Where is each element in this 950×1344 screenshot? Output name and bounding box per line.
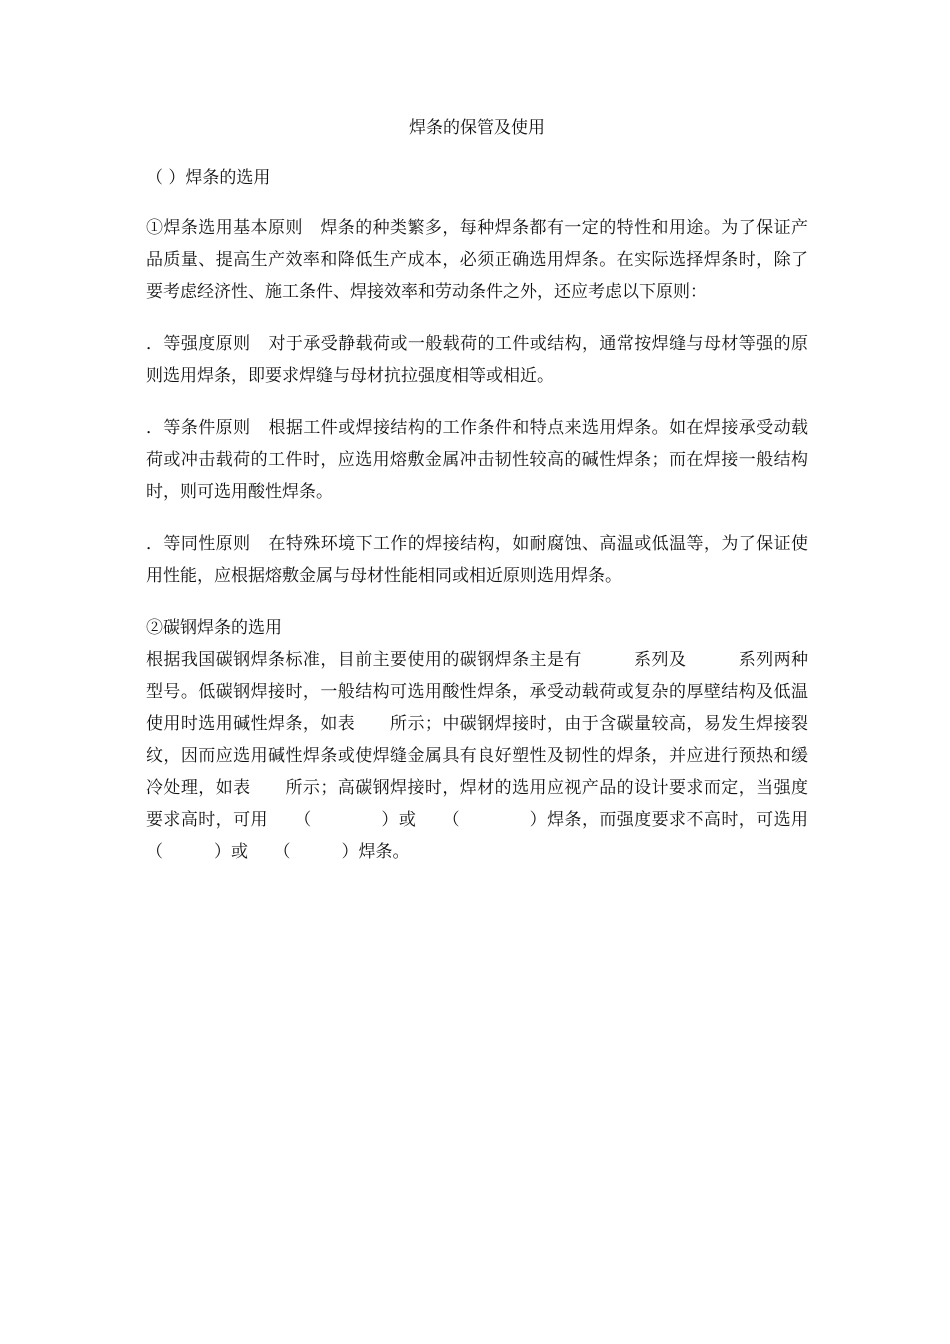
paragraph-equal-strength-principle (146, 328, 808, 392)
paragraph-equal-property-principle (146, 528, 808, 592)
principle-text: 在特殊环境下工作的焊接结构，如耐腐蚀、高温或低温等，为了保证使用性能，应根据熔敷金属与母材性能相同或相近原则选用焊条。 (146, 534, 808, 586)
section-heading-carbon-steel: ②碳钢焊条的选用 (146, 618, 282, 638)
paragraph-equal-condition-principle (146, 412, 808, 508)
paragraph-basic-principles: ①焊条选用基本原则 焊条的种类繁多，每种焊条都有一定的特性和用途。为了保证产品质量、提高生产效率和降低生产成本，必须正确选用焊条。在实际选择焊条时，除了要考虑经济性、施工条件、焊接效率和劳动条件之外，还应考虑以下原则： (146, 218, 808, 302)
principle-term: ．等强度原则 (146, 334, 251, 354)
principle-term: ．等条件原则 (146, 418, 251, 438)
principle-text: 对于承受静载荷或一般载荷的工件或结构，通常按焊缝与母材等强的原则选用焊条，即要求焊缝与母材抗拉强度相等或相近。 (146, 334, 808, 386)
principle-term: ．等同性原则 (146, 534, 251, 554)
paragraph-carbon-steel-selection: 根据我国碳钢焊条标准，目前主要使用的碳钢焊条主是有 系列及 系列两种型号。低碳钢焊接时，一般结构可选用酸性焊条，承受动载荷或复杂的厚壁结构及低温使用时选用碱性焊条，如表 所示；中碳钢焊接时，由于含碳量较高，易发生焊接裂纹，因而应选用碱性焊条或使焊缝金属具有良好塑性及韧性的焊条，并应进行预热和缓冷处理，如表 所示；高碳钢焊接时，焊材的选用应视产品的设计要求而定，当强度要求高时，可用 （ ）或 （ ）焊条，而强度要求不高时，可选用 （ ）或 （ ）焊条。 (146, 650, 842, 862)
principle-text: 根据工件或焊接结构的工作条件和特点来选用焊条。如在焊接承受动载荷或冲击载荷的工件时，应选用熔敷金属冲击韧性较高的碱性焊条；而在焊接一般结构时，则可选用酸性焊条。 (146, 418, 808, 502)
section-heading-electrode-selection: （ ）焊条的选用 (146, 168, 271, 188)
document-page (146, 112, 842, 868)
page-title: 焊条的保管及使用 (409, 118, 545, 138)
